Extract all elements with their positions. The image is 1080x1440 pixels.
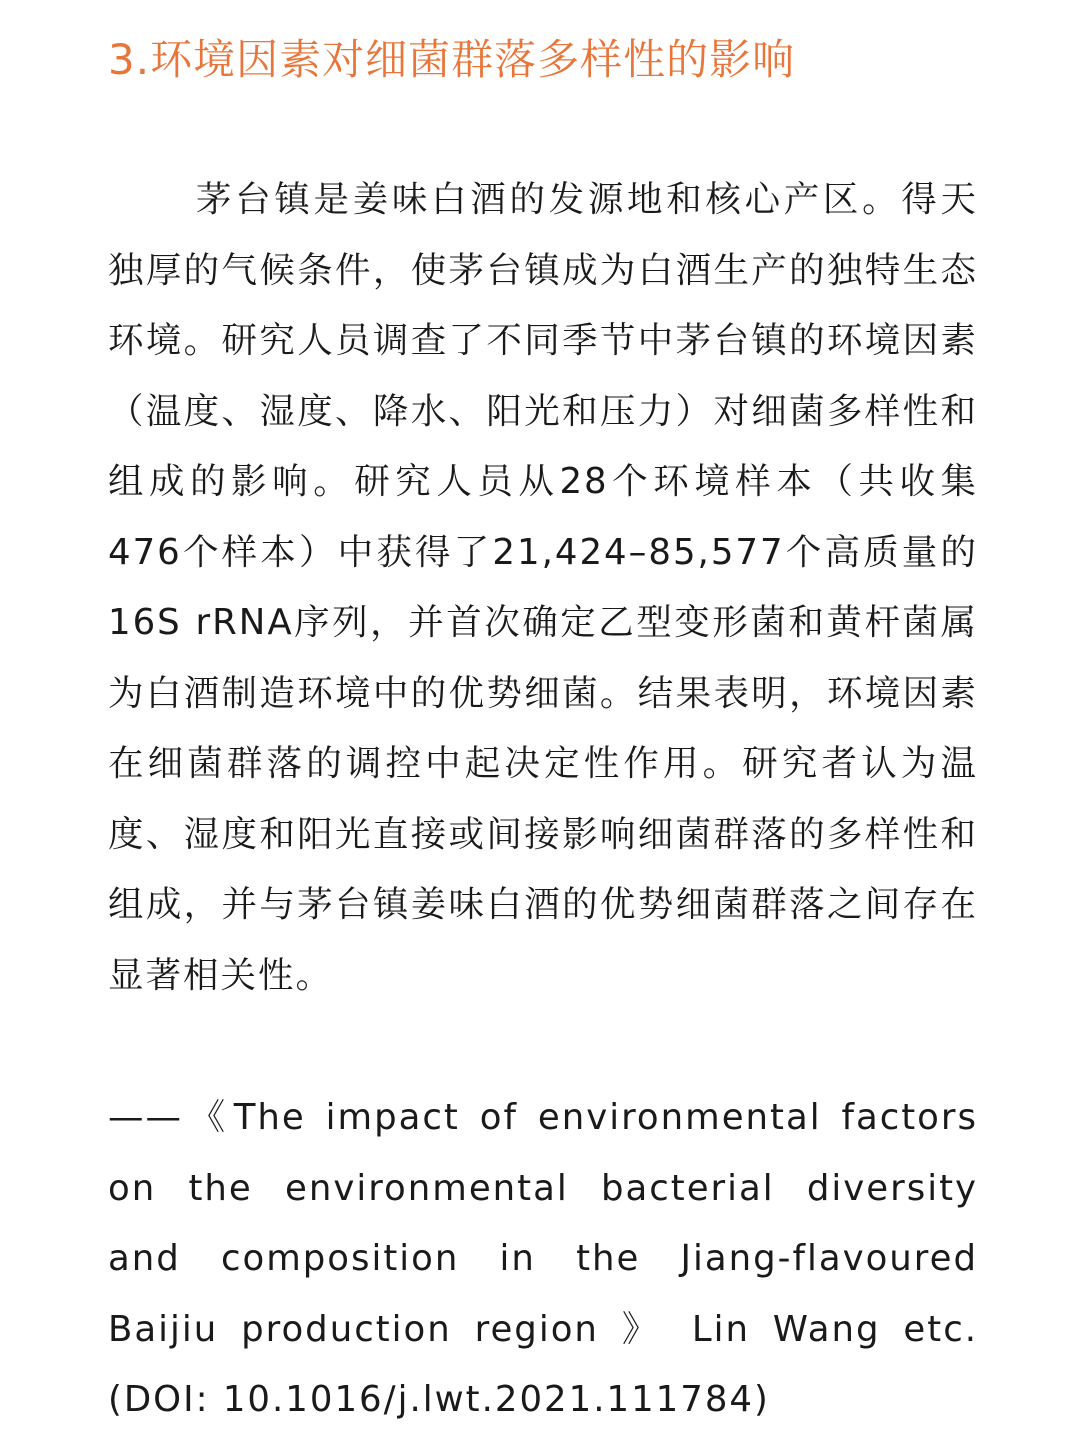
citation-reference: ——《The impact of environmental factors on the environmental bacterial diversity and composition in the Jiang-flavoured Baijiu production region 》 Lin Wang etc.(DOI: 10.1016/j.lwt.2021.111784) <box>108 1097 978 1420</box>
body-paragraph: 茅台镇是姜味白酒的发源地和核心产区。得天独厚的气候条件，使茅台镇成为白酒生产的独特生态环境。研究人员调查了不同季节中茅台镇的环境因素（温度、湿度、降水、阳光和压力）对细菌多样性和组成的影响。研究人员从28个环境样本（共收集476个样本）中获得了21,424–85,577个高质量的16S rRNA序列，并首次确定乙型变形菌和黄杆菌属为白酒制造环境中的优势细菌。结果表明，环境因素在细菌群落的调控中起决定性作用。研究者认为温度、湿度和阳光直接或间接影响细菌群落的多样性和组成，并与茅台镇姜味白酒的优势细菌群落之间存在显著相关性。 <box>108 179 978 996</box>
section-heading: 3.环境因素对细菌群落多样性的影响 <box>108 35 796 84</box>
